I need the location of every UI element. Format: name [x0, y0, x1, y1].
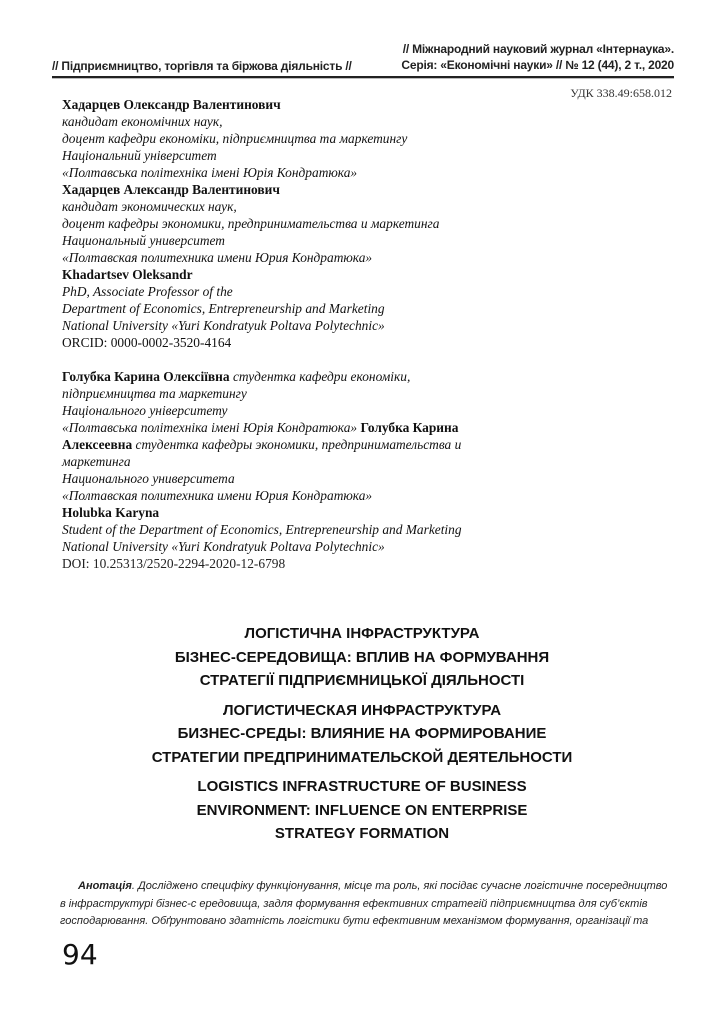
author-affiliation-line: кандидат економічних наук,: [62, 114, 223, 129]
title-line: ENVIRONMENT: INFLUENCE ON ENTERPRISE: [196, 801, 528, 819]
orcid: ORCID: 0000-0002-3520-4164: [62, 335, 232, 350]
article-titles: [0, 622, 724, 852]
header-journal-name: // Міжнародний науковий журнал «Інтернаука».: [402, 42, 674, 56]
author-affiliation-line: кандидат экономических наук,: [62, 199, 237, 214]
title-line: СТРАТЕГИИ ПРЕДПРИНИМАТЕЛЬСКОЙ ДЕЯТЕЛЬНОСТИ: [151, 748, 573, 766]
author-affiliation-line: National University «Yuri Kondratyuk Poltava Polytechnic»: [62, 539, 385, 554]
author1-ru: [62, 181, 522, 266]
author-affiliation-line: маркетинга: [62, 454, 131, 469]
header-journal-info: [401, 41, 674, 73]
author-affiliation-line: Национального университета: [62, 471, 235, 486]
header-issue-info: Серія: «Економічні науки» // № 12 (44), 2 т., 2020: [401, 58, 674, 72]
header-section-title: // Підприємництво, торгівля та біржова діяльність //: [52, 59, 352, 73]
title-ru: [0, 699, 724, 770]
title-line: ЛОГІСТИЧНА ІНФРАСТРУКТУРА: [244, 625, 480, 642]
author1-uk: [62, 96, 522, 181]
abstract-label: Анотація: [78, 880, 132, 892]
abstract-text: . Досліджено специфіку функціонування, місце та роль, які посідає сучасне логістичне посередництво в інфраструктурі бізнес-с ередовища, задля формування ефективних стратегій підприємництва для суб’єктів господарювання. Обґрунтовано здатність логістики бути ефективним механізмом формування, організації та: [60, 880, 668, 927]
title-line: LOGISTICS INFRASTRUCTURE OF BUSINESS: [197, 778, 527, 795]
author2: [62, 368, 522, 555]
authors-block: [62, 96, 522, 555]
author-name: Хадарцев Олександр Валентинович: [62, 97, 281, 112]
author-role: студентка кафедри економіки,: [232, 369, 411, 384]
author-name: Голубка Карина: [360, 420, 459, 435]
author-affiliation-line: Национальный университет: [62, 233, 225, 248]
author-affiliation-line: Student of the Department of Economics, Entrepreneurship and Marketing: [62, 522, 462, 537]
author-affiliation-line: Національного університету: [62, 403, 228, 418]
page-number: 94: [62, 938, 98, 971]
title-line: СТРАТЕГІЇ ПІДПРИЄМНИЦЬКОЇ ДІЯЛЬНОСТІ: [199, 672, 525, 689]
author-affiliation-line: «Полтавська політехніка імені Юрія Кондратюка»: [62, 420, 358, 435]
author-affiliation-line: Національний університет: [62, 148, 217, 163]
author-affiliation-line: Department of Economics, Entrepreneurship and Marketing: [62, 301, 385, 316]
doi[interactable]: DOI: 10.25313/2520-2294-2020-12-6798: [62, 556, 286, 571]
title-uk: [0, 622, 724, 693]
title-line: БИЗНЕС-СРЕДЫ: ВЛИЯНИЕ НА ФОРМИРОВАНИЕ: [177, 725, 547, 742]
author-affiliation-line: підприємництва та маркетингу: [62, 386, 247, 401]
running-header: [52, 40, 674, 78]
title-line: ЛОГИСТИЧЕСКАЯ ИНФРАСТРУКТУРА: [222, 701, 502, 719]
title-line: STRATEGY FORMATION: [274, 825, 450, 842]
author1-en: [62, 266, 522, 351]
author-name: Алексеевна: [62, 437, 133, 452]
author-name: Holubka Karyna: [62, 505, 160, 520]
title-line: БІЗНЕС-СЕРЕДОВИЩА: ВПЛИВ НА ФОРМУВАННЯ: [174, 648, 550, 666]
author-affiliation-line: «Полтавська політехніка імені Юрія Кондратюка»: [62, 165, 358, 180]
title-en: [0, 775, 724, 846]
abstract: [60, 878, 674, 931]
author-affiliation-line: «Полтавская политехника имени Юрия Кондратюка»: [62, 488, 373, 503]
author-role: студентка кафедры экономики, предпринимательства и: [135, 437, 462, 452]
author-name: Голубка Карина Олексіївна: [62, 369, 230, 384]
udk-code: УДК 338.49:658.012: [570, 86, 672, 100]
author-name: Хадарцев Александр Валентинович: [62, 182, 280, 197]
author-affiliation-line: доцент кафедры экономики, предпринимательства и маркетинга: [62, 216, 440, 231]
author-affiliation-line: «Полтавская политехника имени Юрия Кондратюка»: [62, 250, 373, 265]
author-name: Khadartsev Oleksandr: [62, 267, 193, 282]
author-affiliation-line: доцент кафедри економіки, підприємництва та маркетингу: [62, 131, 408, 146]
author-affiliation-line: PhD, Associate Professor of the: [62, 284, 233, 299]
author-affiliation-line: National University «Yuri Kondratyuk Poltava Polytechnic»: [62, 318, 385, 333]
